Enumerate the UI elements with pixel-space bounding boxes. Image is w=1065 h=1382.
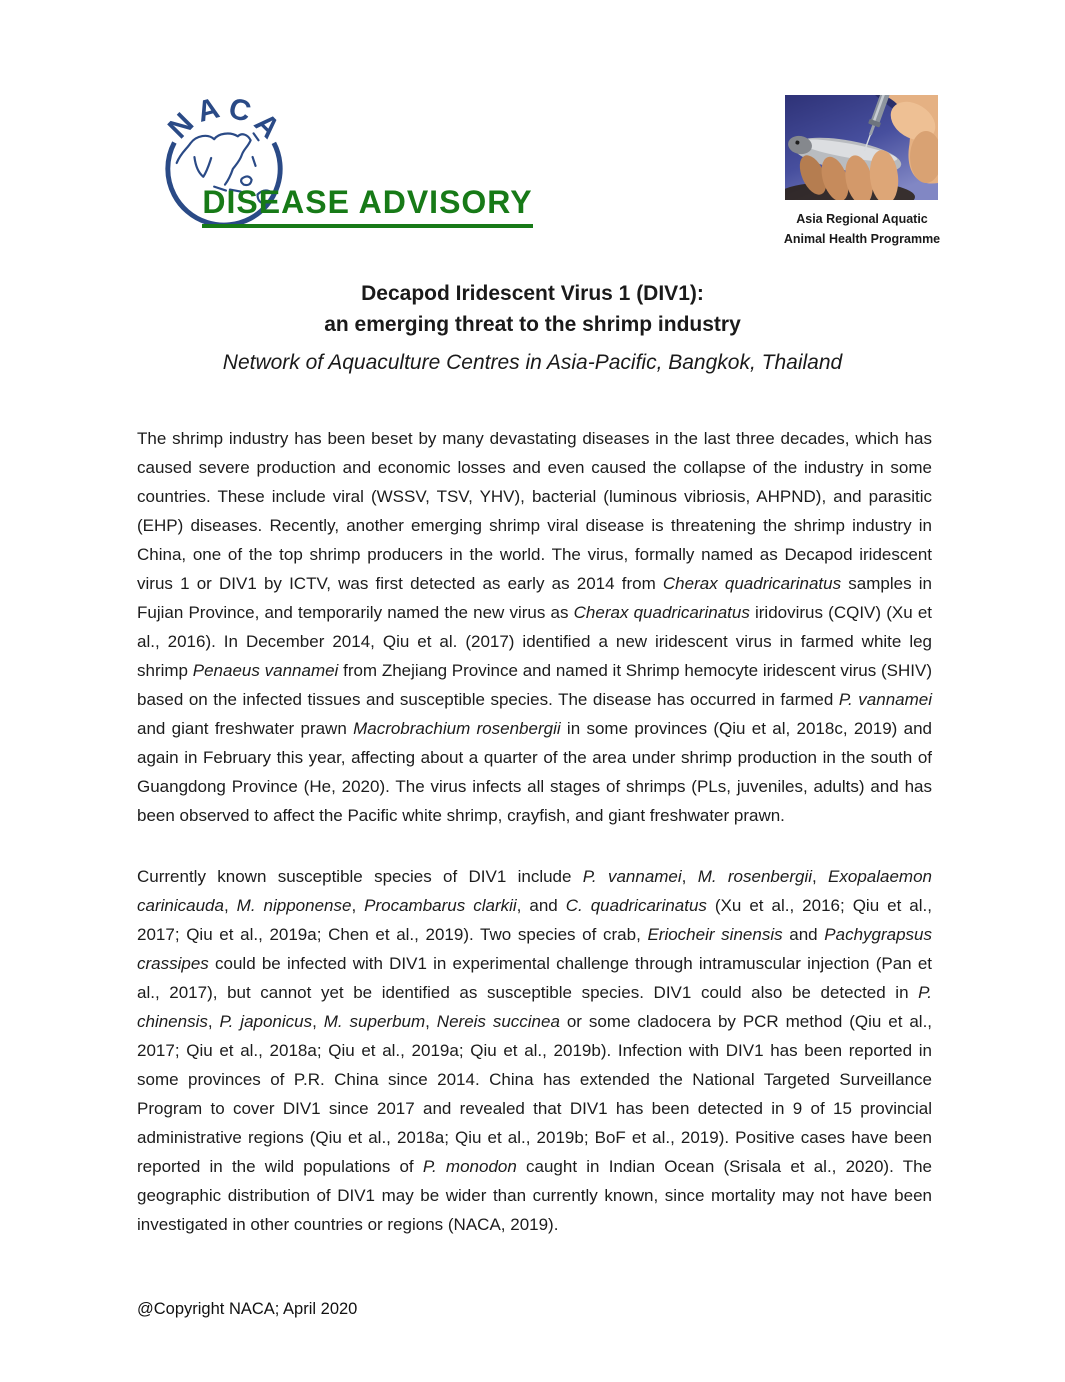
body-text (137, 424, 932, 1271)
species-name-italic: Penaeus vannamei (192, 661, 339, 680)
body-text-run: or some cladocera by PCR method (Qiu et al., 2017; Qiu et al., 2018a; Qiu et al., 2019a; Qiu et al., 2019b). Infection with DIV1 has been reported in some provinces of P.R. China since 2014. China has extended the National Targeted Surveillance Program to cover DIV1 since 2017 and revealed that DIV1 has been detected in 9 of 15 provincial administrative regions (Qiu et al., 2018a; Qiu et al., 2019b; BoF et al., 2019). Positive cases have been reported in the wild populations of (137, 1012, 933, 1176)
body-text-run: , (351, 896, 365, 915)
document-title-line1: Decapod Iridescent Virus 1 (DIV1): (361, 282, 704, 305)
programme-photo-block (783, 95, 941, 249)
body-paragraph (137, 862, 932, 1239)
body-text-run: and giant freshwater prawn (137, 719, 354, 738)
body-text-run: The shrimp industry has been beset by many devastating diseases in the last three decades, which has caused severe production and economic losses and even caused the collapse of the industry in some countries. These include viral (WSSV, TSV, YHV), bacterial (luminous vibriosis, AHPND), and parasitic (EHP) diseases. Recently, another emerging shrimp viral disease is threatening the shrimp industry in China, one of the top shrimp producers in the world. The virus, formally named as Decapod iridescent virus 1 or DIV1 by ICTV, was first detected as early as 2014 from (137, 429, 932, 593)
species-name-italic: P. vannamei (838, 690, 932, 709)
species-name-italic: P. monodon (422, 1157, 517, 1176)
body-text-run: from Zhejiang Province and named it Shrimp hemocyte iridescent virus (SHIV) based on the infected tissues and susceptible species. The disease has occurred in farmed (137, 661, 932, 709)
photo-caption-line2: Animal Health Programme (783, 232, 941, 246)
body-text-run: , (223, 896, 237, 915)
logo-letter: A (193, 91, 223, 129)
photo-caption (777, 209, 947, 249)
species-name-italic: M. superbum (323, 1012, 426, 1031)
species-name-italic: Cherax quadricarinatus (662, 574, 842, 593)
document-title-block (0, 278, 1065, 375)
body-text-run: , (207, 1012, 220, 1031)
body-text-run: , (681, 867, 698, 886)
body-text-run: samples in Fujian Province, and temporarily named the new virus as (137, 574, 932, 622)
body-text-run: caught in Indian Ocean (Srisala et al., 2020). The geographic distribution of DIV1 may be wider than currently known, since mortality may not have been investigated in other countries or regions (NACA, 2019). (137, 1157, 933, 1234)
species-name-italic: P. japonicus (219, 1012, 313, 1031)
species-name-italic: Eriocheir sinensis (647, 925, 783, 944)
species-name-italic: Procambarus clarkii (364, 896, 517, 915)
species-name-italic: Exopalaemon carinicauda (137, 867, 932, 915)
species-name-italic: M. rosenbergii (697, 867, 812, 886)
document-title-line2: an emerging threat to the shrimp industry (324, 313, 741, 336)
species-name-italic: C. quadricarinatus (565, 896, 707, 915)
species-name-italic: P. chinensis (137, 983, 932, 1031)
body-text-run: in some provinces (Qiu et al, 2018c, 2019) and again in February this year, affecting about a quarter of the area under shrimp production in the south of Guangdong Province (He, 2020). The virus infects all stages of shrimps (PLs, juveniles, adults) and has been observed to affect the Pacific white shrimp, crayfish, and giant freshwater prawn. (137, 719, 932, 825)
logo-letter: N (161, 106, 201, 146)
species-name-italic: Pachygrapsus crassipes (137, 925, 933, 973)
body-text-run: (Xu et al., 2016; Qiu et al., 2017; Qiu et al., 2019a; Chen et al., 2019). Two species of crab, (137, 896, 932, 944)
body-text-run: could be infected with DIV1 in experimental challenge through intramuscular injection (Pan et al., 2017), but cannot yet be identified as susceptible species. DIV1 could also be detected in (137, 954, 932, 1002)
advisory-heading-wrap (0, 184, 735, 228)
species-name-italic: Nereis succinea (436, 1012, 560, 1031)
species-name-italic: M. nipponense (236, 896, 352, 915)
body-text-run: , (812, 867, 829, 886)
logo-letter: C (225, 91, 255, 129)
body-text-run: , and (516, 896, 566, 915)
species-name-italic: Cherax quadricarinatus (573, 603, 750, 622)
species-name-italic: P. vannamei (582, 867, 682, 886)
copyright-footer: @Copyright NACA; April 2020 (137, 1300, 358, 1318)
body-text-run: iridovirus (CQIV) (Xu et al., 2016). In December 2014, Qiu et al. (2017) identified a new iridescent virus in farmed white leg shrimp (137, 603, 932, 680)
body-text-run: Currently known susceptible species of DIV1 include (137, 867, 583, 886)
document-subtitle: Network of Aquaculture Centres in Asia-Pacific, Bangkok, Thailand (222, 351, 843, 374)
fish-injection-photo (785, 95, 938, 200)
body-text-run: , (425, 1012, 437, 1031)
species-name-italic: Macrobrachium rosenbergii (353, 719, 561, 738)
advisory-title: DISEASE ADVISORY (202, 184, 532, 228)
body-text-run: and (782, 925, 825, 944)
body-text-run: , (312, 1012, 324, 1031)
body-paragraph (137, 424, 932, 830)
logo-letter: A (247, 106, 287, 146)
photo-caption-line1: Asia Regional Aquatic (796, 212, 928, 226)
